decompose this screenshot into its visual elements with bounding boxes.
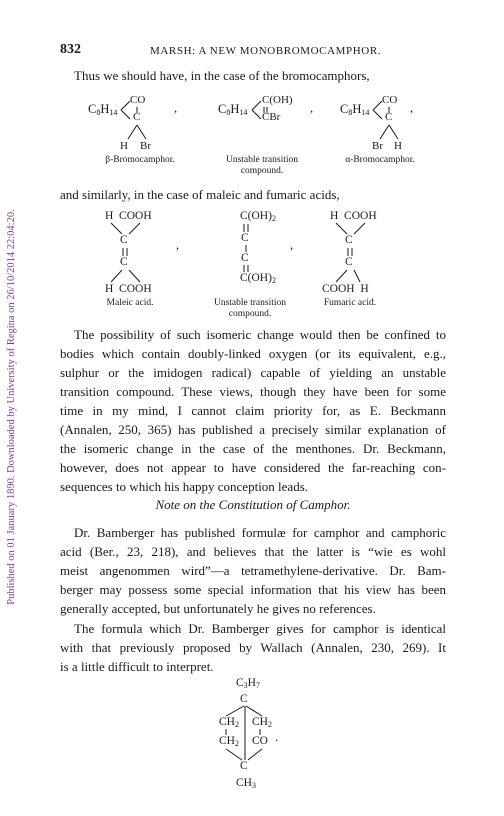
paragraph-wallach: The formula which Dr. Bamberger gives for camphor is identical with that previously proposed by Wallach (Annalen, 230, 269). It is a little difficult to interpret. <box>60 621 446 674</box>
trans-c2: C <box>241 252 249 264</box>
period: . <box>275 730 279 744</box>
similarly-line: and similarly, in the case of maleic and fumaric acids, <box>60 187 340 202</box>
fumaric-top: H COOH <box>330 210 377 222</box>
maleic-top: H COOH <box>105 210 152 222</box>
trans-bottom: $C(OH)_2$ <box>240 272 276 285</box>
section-heading: Note on the Constitution of Camphor. <box>155 497 351 512</box>
fumaric-c1: C <box>345 234 353 246</box>
download-notice: Published on 01 January 1890. Downloaded by University of Regina on 26/10/2014 22:04:20. <box>6 209 17 605</box>
maleic-bottom: H COOH <box>105 283 152 295</box>
alpha-co: CO <box>382 94 398 106</box>
camphor-c3h7: $C_3H_7$ <box>236 677 260 690</box>
fumaric-bottom: COOH H <box>322 283 369 295</box>
trans-c8h14: $C_8H_{14}$ <box>218 102 248 117</box>
caption-alpha-bromocamphor: α-Bromocamphor. <box>345 155 415 165</box>
paragraph-isomeric-change: The possibility of such isomeric change would then be confined to bodies which contain doubly-linked oxygen (or its equivalent, e.g., sulphur or the imidogen radical) capable of yielding an unstable transition compound. These views, though they have been for some time in my mind, I cannot claim priority for, as E. Beckmann (Annalen, 250, 365) has published a precisely similar explanation of the isomeric change in the case of the menthones. Dr. Beckmann, however, does not appear to have considered the far-reaching con- sequences to which his happy conception leads. <box>60 327 446 494</box>
camphor-co: CO <box>252 735 268 747</box>
caption-beta-bromocamphor: β-Bromocamphor. <box>105 155 175 165</box>
maleic-c2: C <box>120 256 128 268</box>
beta-co: CO <box>130 94 146 106</box>
camphor-ch3: $CH_3$ <box>236 777 256 790</box>
page-number: 832 <box>60 42 81 57</box>
comma: , <box>410 101 414 115</box>
alpha-c: C <box>385 111 393 123</box>
caption-fumaric-acid: Fumaric acid. <box>323 298 377 308</box>
trans-c-oh: C(OH) <box>262 94 293 106</box>
trans-top: $C(OH)_2$ <box>240 210 276 223</box>
camphor-ch2-lower: $CH_2$ <box>219 735 239 748</box>
camphor-ch2-left: $CH_2$ <box>219 716 239 729</box>
comma: , <box>174 101 178 115</box>
alpha-br: Br <box>372 140 383 152</box>
comma: , <box>310 101 314 115</box>
caption-maleic-acid: Maleic acid. <box>106 298 154 308</box>
comma: , <box>290 238 294 252</box>
intro-line: Thus we should have, in the case of the bromocamphors, <box>74 68 370 83</box>
paragraph-bamberger: Dr. Bamberger has published formulæ for camphor and camphoric acid (Ber., 23, 218), and believes that the latter is “wie es wohl meist angenommen wird”—a tetramethylene-derivative. Dr. Bam- berger may possess some special information that his view has been generally accepted, but unfortunately he gives no references. <box>60 525 446 616</box>
beta-br: Br <box>140 140 151 152</box>
camphor-c-top: C <box>240 693 248 705</box>
trans-c1: C <box>241 232 249 244</box>
trans-cbr: CBr <box>262 111 281 123</box>
maleic-c1: C <box>120 234 128 246</box>
camphor-ch2-right: $CH_2$ <box>252 716 272 729</box>
camphor-c-bottom: C <box>240 760 248 772</box>
beta-c8h14: $C_8H_{14}$ <box>88 102 118 117</box>
alpha-h: H <box>394 140 402 152</box>
running-head: MARSH: A NEW MONOBROMOCAMPHOR. <box>150 45 382 57</box>
fumaric-c2: C <box>345 256 353 268</box>
beta-c: C <box>133 111 141 123</box>
alpha-c8h14: $C_8H_{14}$ <box>340 102 370 117</box>
comma: , <box>176 238 180 252</box>
caption-transition-compound: Unstable transition compound. <box>225 155 299 176</box>
beta-h: H <box>120 140 128 152</box>
caption-transition-compound: Unstable transition compound. <box>213 298 287 319</box>
